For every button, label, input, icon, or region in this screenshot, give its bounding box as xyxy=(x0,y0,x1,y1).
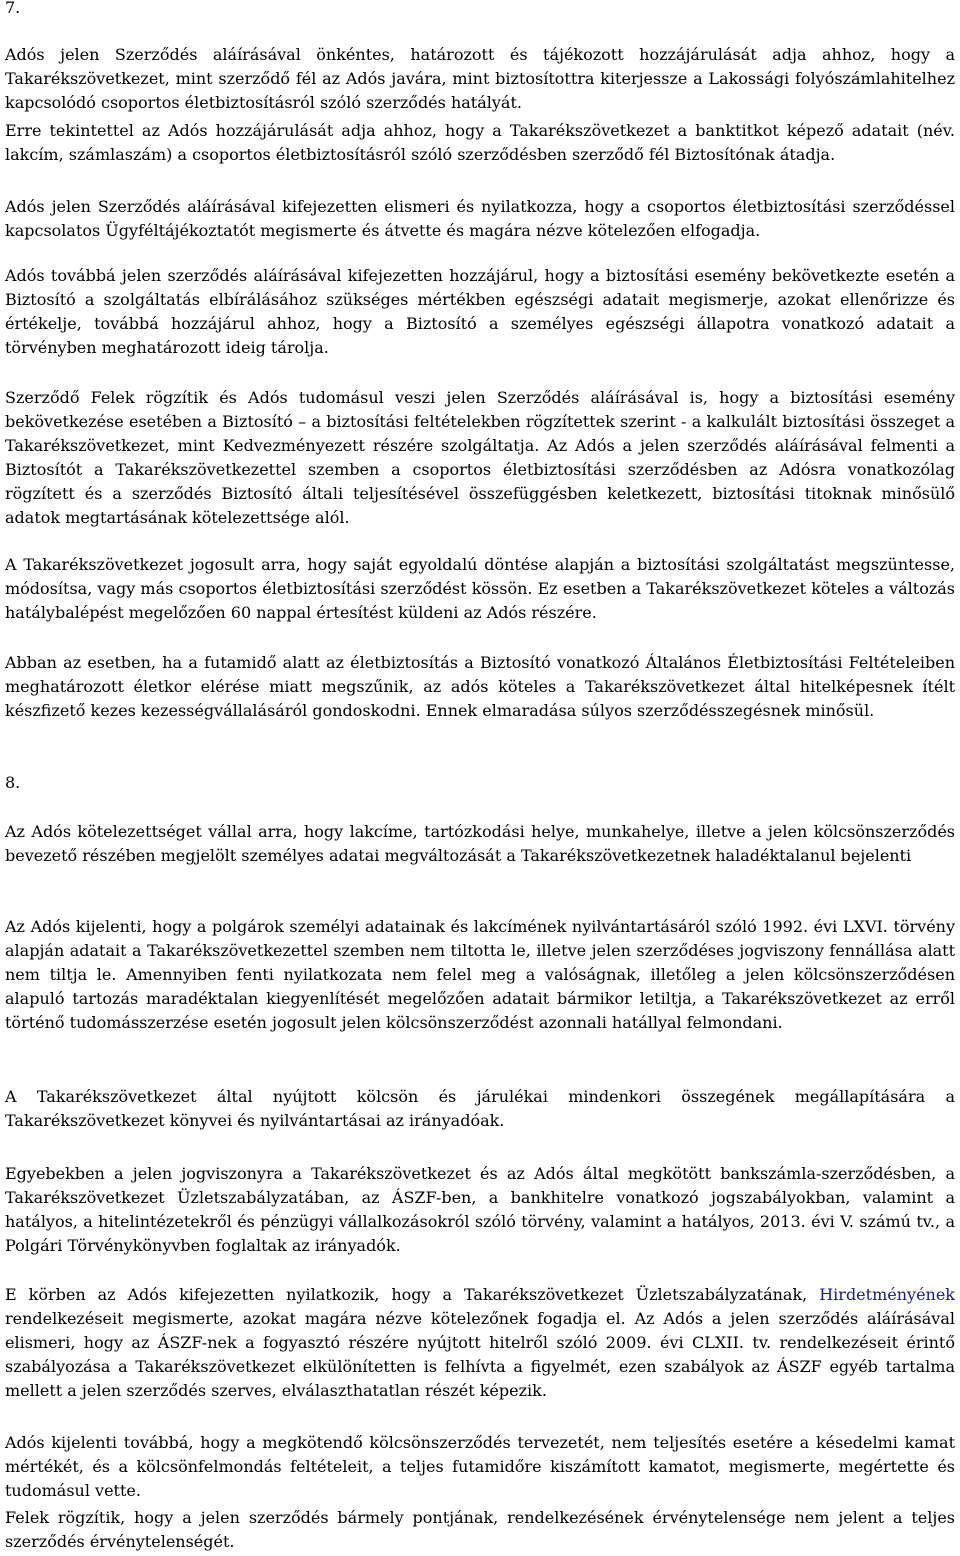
section-8-paragraph-ledger: A Takarékszövetkezet által nyújtott kölcsön és járulékai mindenkori összegének megállapítására a Takarékszövetkezet könyvei és nyilvántartásai az irányadóak. xyxy=(5,1087,955,1130)
section-7-paragraph-consent: Adós jelen Szerződés aláírásával önkéntes, határozott és tájékozott hozzájárulását adja ahhoz, hogy a Takarékszövetkezet, mint szerződő fél az Adós javára, mint biztosítottra kiterjessze a Lakossági folyószámlahitelhez kapcsolódó csoportos életbiztosításról szóló szerződés hatályát. xyxy=(5,45,955,112)
section-7-paragraph-customer-info: Adós jelen Szerződés aláírásával kifejezetten elismeri és nyilatkozza, hogy a csoportos életbiztosítási szerződéssel kapcsolatos Ügyféltájékoztatót megismerte és átvette és magára nézve kötelezően elfogadja. xyxy=(5,197,955,240)
section-7-paragraph-health-data: Adós továbbá jelen szerződés aláírásával kifejezetten hozzájárul, hogy a biztosítási esemény bekövetkezte esetén a Biztosító a szolgáltatás elbírálásához szükséges mértékben egészségi adatait megismerje, azokat ellenőrizze és értékelje, továbbá hozzájárul ahhoz, hogy a Biztosító a személyes egészségi állapotra vonatkozó adatait a törvényben meghatározott ideig tárolja. xyxy=(5,266,955,357)
section-7-paragraph-bank-secret: Erre tekintettel az Adós hozzájárulását adja ahhoz, hogy a Takarékszövetkezet a banktitkot képező adatait (név. lakcím, számlaszám) a csoportos életbiztosításról szóló szerződésben szerződő fél Biztosítónak átadja. xyxy=(5,121,955,164)
section-8-paragraph-aszf xyxy=(5,1283,955,1403)
section-8-paragraph-governing-rules: Egyebekben a jelen jogviszonyra a Takarékszövetkezet és az Adós által megkötött bankszámla-szerződésben, a Takarékszövetkezet Üzletszabályzatában, az ÁSZF-ben, a bankhitelre vonatkozó jogszabályokban, valamint a hatályos, a hitelintézetekről és pénzügyi vállalkozásokról szóló törvény, valamint a hatályos, 2013. évi V. számú tv., a Polgári Törvénykönyvben foglaltak az irányadók. xyxy=(5,1164,955,1255)
section-8-paragraph-data-blocking: Az Adós kijelenti, hogy a polgárok személyi adatainak és lakcímének nyilvántartásáról szóló 1992. évi LXVI. törvény alapján adatait a Takarékszövetkezettel szemben nem tiltotta le, illetve jelen szerződéses jogviszony fennállása alatt nem tiltja le. Amennyiben fenti nyilatkozata nem felel meg a valóságnak, illetőleg a jelen kölcsönszerződésen alapuló tartozás maradéktalan kiegyenlítését megelőzően adatait bármikor letiltja, a Takarékszövetkezet az erről történő tudomásszerzése esetén jogosult jelen kölcsönszerződést azonnali hatállyal felmondani. xyxy=(5,917,955,1032)
hirdetmeny-link[interactable]: Hirdetményének xyxy=(819,1285,955,1304)
section-7-paragraph-beneficiary: Szerződő Felek rögzítik és Adós tudomásul veszi jelen Szerződés aláírásával is, hogy a biztosítási esemény bekövetkezése esetében a Biztosító – a biztosítási feltételekben rögzítettek szerint - a kalkulált biztosítási összeget a Takarékszövetkezet, mint Kedvezményezett részére szolgáltatja. Az Adós a jelen szerződés aláírásával felmenti a Biztosítót a Takarékszövetkezettel szemben a csoportos életbiztosítási szerződésben az Adósra vonatkozólag rögzített és a szerződés Biztosító általi teljesítésével összefüggésben keletkezett, biztosítási titoknak minősülő adatok megtartásának kötelezettsége alól. xyxy=(5,388,955,527)
section-7-number: 7. xyxy=(5,0,21,17)
section-8-paragraph-severability: Felek rögzítik, hogy a jelen szerződés bármely pontjának, rendelkezésének érvénytelensége nem jelent a teljes szerződés érvénytelenségét. xyxy=(5,1508,955,1551)
section-8-number: 8. xyxy=(5,773,21,792)
section-8-paragraph-address-change: Az Adós kötelezettséget vállal arra, hogy lakcíme, tartózkodási helye, munkahelye, illetve a jelen kölcsönszerződés bevezető részében megjelölt személyes adatai megváltozását a Takarékszövetkezetnek haladéktalanul bejelenti xyxy=(5,822,955,865)
section-7-paragraph-modification: A Takarékszövetkezet jogosult arra, hogy saját egyoldalú döntése alapján a biztosítási szolgáltatást megszüntesse, módosítsa, vagy más csoportos életbiztosítási szerződést kössön. Ez esetben a Takarékszövetkezet köteles a változás hatálybalépést megelőzően 60 nappal értesítést küldeni az Adós részére. xyxy=(5,555,955,622)
section-8-paragraph-draft-acknowledged: Adós kijelenti továbbá, hogy a megkötendő kölcsönszerződés tervezetét, nem teljesítés esetére a késedelmi kamat mértékét, és a kölcsönfelmondás feltételeit, a teljes futamidőre kiszámított kamatot, megismerte, megértette és tudomásul vette. xyxy=(5,1433,955,1500)
paragraph-text-after-link: rendelkezéseit megismerte, azokat magára nézve kötelezőnek fogadja el. Az Adós a jelen szerződés aláírásával elismeri, hogy az ÁSZF-nek a fogyasztó részére nyújtott hitelről szóló 2009. évi CLXII. tv. rendelkezéseit érintő szabályozása a Takarékszövetkezet elkülönítetten is felhívta a figyelmét, ezen szabályok az ÁSZF egyéb tartalma mellett a jelen szerződés szerves, elválaszthatatlan részét képezik. xyxy=(5,1309,955,1400)
paragraph-text-before-link: E körben az Adós kifejezetten nyilatkozik, hogy a Takarékszövetkezet Üzletszabályzatának, xyxy=(5,1285,808,1304)
section-7-paragraph-guarantor: Abban az esetben, ha a futamidő alatt az életbiztosítás a Biztosító vonatkozó Általános Életbiztosítási Feltételeiben meghatározott életkor elérése miatt megszűnik, az adós köteles a Takarékszövetkezet által hitelképesnek ítélt készfizető kezes kezességvállalásáról gondoskodni. Ennek elmaradása súlyos szerződésszegésnek minősül. xyxy=(5,653,955,720)
